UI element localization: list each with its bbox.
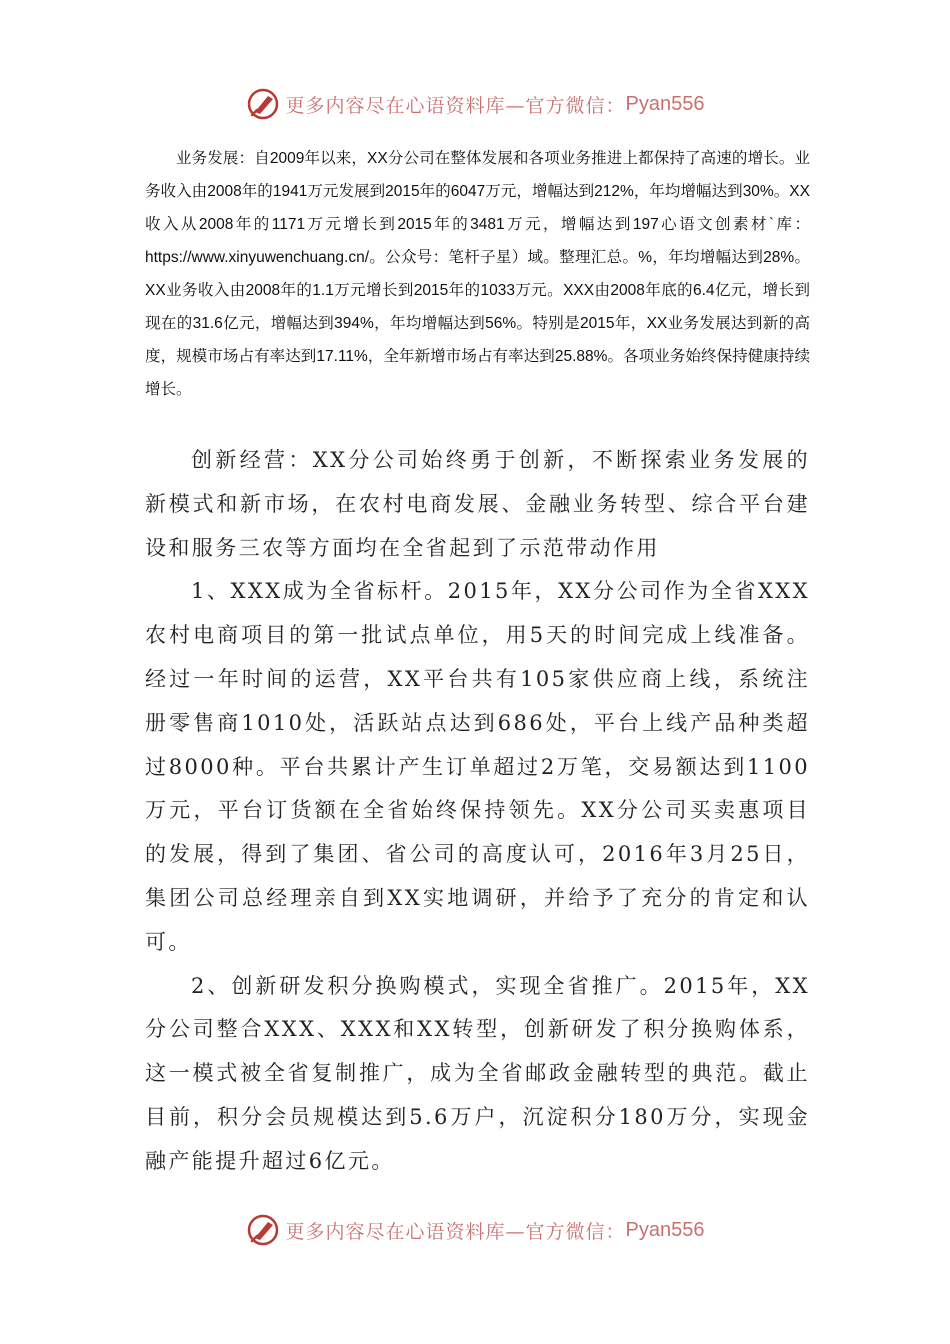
footer-banner — [0, 1208, 950, 1252]
paragraph: 创新经营：XX分公司始终勇于创新，不断探索业务发展的新模式和新市场，在农村电商发展、金融业务转型、综合平台建设和服务三农等方面均在全省起到了示范带动作用 — [145, 448, 810, 560]
paragraph: 1、XXX成为全省标杆。2015年，XX分公司作为全省XXX农村电商项目的第一批试点单位，用5天的时间完成上线准备。经过一年时间的运营，XX平台共有105家供应商上线，系统注册零售商1010处，活跃站点达到686处，平台上线产品种类超过8000种。平台共累计产生订单超过2万笔，交易额达到1100万元，平台订货额在全省始终保持领先。XX分公司买卖惠项目的发展，得到了集团、省公司的高度认可，2016年3月25日，集团公司总经理亲自到XX实地调研，并给予了充分的肯定和认可。 — [145, 579, 810, 954]
banner-text: 更多内容尽在心语资料库—官方微信： — [285, 94, 626, 117]
business-development-section — [145, 142, 810, 406]
banner-handle: Pyan556 — [625, 1218, 705, 1241]
paragraph: 业务发展：自2009年以来，XX分公司在整体发展和各项业务推进上都保持了高速的增长。业务收入由2008年的1941万元发展到2015年的6047万元，增幅达到212%，年均增幅达到30%。XX收入从2008年的1171万元增长到2015年的3481万元，增幅达到197心语文创素材`库：https://www.xinyuwenchuang.cn/。公众号：笔杆子星）域。整理汇总。%，年均增幅达到28%。XX业务收入由2008年的1.1万元增长到2015年的1033万元。XXX由2008年底的6.4亿元，增长到现在的31.6亿元，增幅达到394%，年均增幅达到56%。特别是2015年，XX业务发展达到新的高度，规模市场占有率达到17.11%，全年新增市场占有率达到25.88%。各项业务始终保持健康持续增长。 — [145, 150, 810, 398]
banner-handle: Pyan556 — [625, 92, 705, 115]
header-banner — [0, 82, 950, 126]
pen-nib-circle-icon — [246, 1213, 280, 1247]
paragraph: 2、创新研发积分换购模式，实现全省推广。2015年，XX分公司整合XXX、XXX和XX转型，创新研发了积分换购体系，这一模式被全省复制推广，成为全省邮政金融转型的典范。截止目前，积分会员规模达到5.6万户，沉淀积分180万分，实现金融产能提升超过6亿元。 — [145, 973, 810, 1173]
pen-nib-circle-icon — [246, 87, 280, 121]
banner-text: 更多内容尽在心语资料库—官方微信： — [285, 1220, 626, 1243]
innovation-section — [145, 439, 810, 1184]
